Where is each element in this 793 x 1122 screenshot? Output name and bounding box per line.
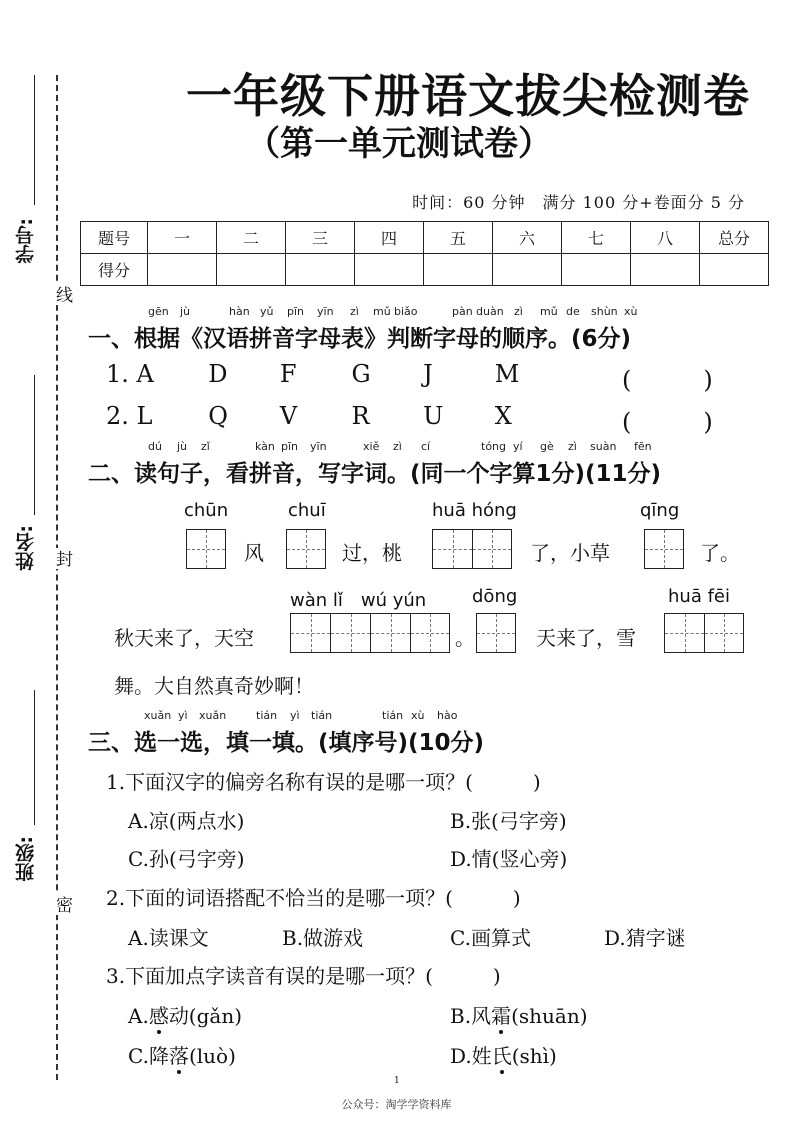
score-input-cell[interactable] (493, 254, 562, 286)
writing-grid-huafei[interactable] (664, 613, 744, 653)
tianzige-box[interactable] (476, 613, 516, 653)
pinyin: yì (178, 709, 188, 722)
pinyin: tián (382, 709, 404, 722)
tianzige-box[interactable] (330, 613, 370, 653)
sentence-text: 了。 (700, 541, 740, 565)
option-d[interactable]: D.情(竖心旁) (450, 847, 568, 871)
score-input-cell[interactable] (217, 254, 286, 286)
row-number: 2. (106, 402, 129, 430)
option-suffix: 动(gǎn) (168, 1004, 243, 1028)
tianzige-box[interactable] (644, 529, 684, 569)
sentence-text: 了，小草 (530, 541, 610, 565)
writing-grid-chui[interactable] (286, 529, 326, 569)
letter: M (494, 360, 520, 388)
student-id-label: 学号: (15, 218, 37, 264)
row-number: 1. (106, 360, 129, 388)
pinyin: xuǎn (199, 709, 227, 722)
table-cell: 总分 (700, 222, 769, 254)
dotted-char: 氏 (492, 1040, 512, 1069)
letter: J (423, 360, 433, 388)
question-stem: 2.下面的词语搭配不恰当的是哪一项？( ) (106, 886, 521, 910)
tianzige-box[interactable] (664, 613, 704, 653)
letter: V (279, 402, 298, 430)
pinyin: qīng (640, 500, 680, 521)
page-title: 一年级下册语文拔尖检测卷 (186, 69, 750, 123)
option-suffix: (shuān) (511, 1004, 588, 1028)
pinyin: xù (624, 305, 638, 318)
tianzige-box[interactable] (286, 529, 326, 569)
section3-heading: 三、选一选，填一填。(填序号)(10分) (88, 730, 485, 756)
page-number: 1 (394, 1076, 400, 1086)
score-input-cell[interactable] (631, 254, 700, 286)
letter: U (423, 402, 444, 430)
writing-grid-dong[interactable] (476, 613, 516, 653)
table-cell: 八 (631, 222, 700, 254)
sentence-text: 。 (455, 626, 475, 650)
option-a[interactable]: A.凉(两点水) (128, 809, 245, 833)
pinyin: chuī (288, 500, 326, 521)
answer-paren[interactable]: ( ) (622, 366, 713, 394)
seal-seal-char: 封 (50, 548, 75, 569)
pinyin: jù (180, 305, 191, 318)
score-input-cell[interactable] (355, 254, 424, 286)
tianzige-box[interactable] (432, 529, 472, 569)
letter: R (351, 402, 370, 430)
tianzige-box[interactable] (186, 529, 226, 569)
pinyin: fēn (634, 440, 652, 453)
pinyin: mǔ (373, 305, 391, 318)
writing-grid-huahong[interactable] (432, 529, 512, 569)
page-subtitle: （第一单元测试卷） (246, 124, 552, 164)
pinyin: yīn (310, 440, 327, 453)
score-table (80, 221, 769, 286)
option-c[interactable]: C.孙(弓字旁) (128, 847, 245, 871)
pinyin: huā fēi (668, 586, 730, 607)
pinyin: zǐ (201, 440, 210, 453)
score-input-cell[interactable] (148, 254, 217, 286)
name-label: 姓名: (15, 525, 37, 571)
pinyin: duàn (476, 305, 504, 318)
letter: F (279, 360, 297, 388)
pinyin: cí (421, 440, 431, 453)
source-footer: 公众号：淘学学资料库 (341, 1098, 452, 1111)
question-stem: 3.下面加点字读音有误的是哪一项？( ) (106, 964, 501, 988)
letter: L (136, 402, 153, 430)
tianzige-box[interactable] (410, 613, 450, 653)
pinyin: pàn (452, 305, 473, 318)
pinyin: yí (513, 440, 523, 453)
binding-dashed-line (56, 75, 58, 1080)
option-prefix: A. (128, 1004, 149, 1028)
student-id-line (34, 75, 35, 205)
section2-heading: 二、读句子，看拼音，写字词。(同一个字算1分)(11分) (88, 461, 662, 487)
sentence-text: 天来了，雪 (536, 626, 636, 650)
name-line (34, 375, 35, 515)
table-cell: 题号 (81, 222, 148, 254)
letter: X (494, 402, 512, 430)
option-a[interactable] (128, 1000, 242, 1029)
sentence-text: 秋天来了，天空 (114, 626, 254, 650)
pinyin: tián (256, 709, 278, 722)
option-d[interactable] (450, 1040, 557, 1069)
seal-line-char: 线 (50, 284, 75, 305)
pinyin: zì (514, 305, 523, 318)
option-prefix: D.姓 (450, 1044, 492, 1068)
pinyin: de (566, 305, 580, 318)
table-cell: 二 (217, 222, 286, 254)
table-cell: 六 (493, 222, 562, 254)
class-label: 班级: (15, 836, 37, 882)
option-c[interactable] (128, 1040, 236, 1069)
sequence-row-2 (106, 402, 559, 430)
pinyin: dōng (472, 586, 518, 607)
question-stem: 1.下面汉字的偏旁名称有误的是哪一项？( ) (106, 770, 541, 794)
table-cell: 一 (148, 222, 217, 254)
pinyin: gè (540, 440, 554, 453)
pinyin: zì (350, 305, 359, 318)
letter: A (136, 360, 154, 388)
pinyin: huā hóng (432, 500, 517, 521)
option-prefix: B.风 (450, 1004, 492, 1028)
table-cell: 七 (562, 222, 631, 254)
option-b[interactable]: B.做游戏 (282, 926, 364, 950)
pinyin: xuǎn (144, 709, 172, 722)
pinyin: chūn (184, 500, 229, 521)
dotted-char: 霜 (491, 1000, 511, 1029)
letter: Q (208, 402, 228, 430)
score-input-cell[interactable] (286, 254, 355, 286)
answer-paren[interactable]: ( ) (622, 408, 713, 436)
pinyin: zì (568, 440, 577, 453)
dotted-char: 感 (149, 1000, 169, 1029)
option-b[interactable]: B.张(弓字旁) (450, 809, 567, 833)
pinyin: zì (393, 440, 402, 453)
pinyin: xiě (363, 440, 380, 453)
pinyin: shùn (591, 305, 618, 318)
pinyin: hào (437, 709, 458, 722)
pinyin: xù (411, 709, 425, 722)
sentence-text: 风 (244, 541, 264, 565)
score-input-cell[interactable] (700, 254, 769, 286)
option-suffix: (luò) (188, 1044, 236, 1068)
pinyin: kàn (255, 440, 275, 453)
option-suffix: (shì) (511, 1044, 557, 1068)
pinyin: tián (311, 709, 333, 722)
pinyin: pīn (287, 305, 305, 318)
pinyin: yīn (317, 305, 334, 318)
option-a[interactable]: A.读课文 (128, 926, 209, 950)
tianzige-box[interactable] (370, 613, 410, 653)
tianzige-box[interactable] (472, 529, 512, 569)
pinyin: wàn lǐ wú yún (290, 590, 427, 611)
table-cell: 三 (286, 222, 355, 254)
pinyin: gēn (148, 305, 169, 318)
time-info: 时间：60 分钟 满分 100 分+卷面分 5 分 (412, 193, 745, 212)
seal-dense-char: 密 (50, 894, 75, 915)
sentence-text: 过，桃 (342, 541, 402, 565)
option-b[interactable] (450, 1000, 588, 1029)
option-c[interactable]: C.画算式 (450, 926, 531, 950)
tianzige-box[interactable] (704, 613, 744, 653)
pinyin: tóng (481, 440, 506, 453)
writing-grid-chun[interactable] (186, 529, 226, 569)
option-prefix: C.降 (128, 1044, 169, 1068)
sequence-row-1 (106, 360, 559, 388)
table-cell: 得分 (81, 254, 148, 286)
pinyin: biǎo (394, 305, 418, 318)
pinyin: jù (177, 440, 188, 453)
score-table-score-row (81, 254, 769, 286)
pinyin: yì (290, 709, 300, 722)
table-cell: 四 (355, 222, 424, 254)
section1-heading: 一、根据《汉语拼音字母表》判断字母的顺序。(6分) (88, 326, 632, 352)
score-table-header-row (81, 222, 769, 254)
writing-grid-qing[interactable] (644, 529, 684, 569)
table-cell: 五 (424, 222, 493, 254)
letter: G (351, 360, 371, 388)
pinyin: yǔ (260, 305, 274, 318)
tianzige-box[interactable] (290, 613, 330, 653)
pinyin: mǔ (540, 305, 558, 318)
class-line (34, 690, 35, 825)
letter: D (208, 360, 228, 388)
pinyin: hàn (229, 305, 250, 318)
pinyin: dú (148, 440, 162, 453)
pinyin: suàn (590, 440, 617, 453)
score-input-cell[interactable] (562, 254, 631, 286)
pinyin: pīn (281, 440, 299, 453)
sentence-text: 舞。大自然真奇妙啊！ (114, 674, 314, 698)
score-input-cell[interactable] (424, 254, 493, 286)
writing-grid-wanli-wuyun[interactable] (290, 613, 450, 653)
dotted-char: 落 (169, 1040, 189, 1069)
option-d[interactable]: D.猜字谜 (604, 926, 686, 950)
